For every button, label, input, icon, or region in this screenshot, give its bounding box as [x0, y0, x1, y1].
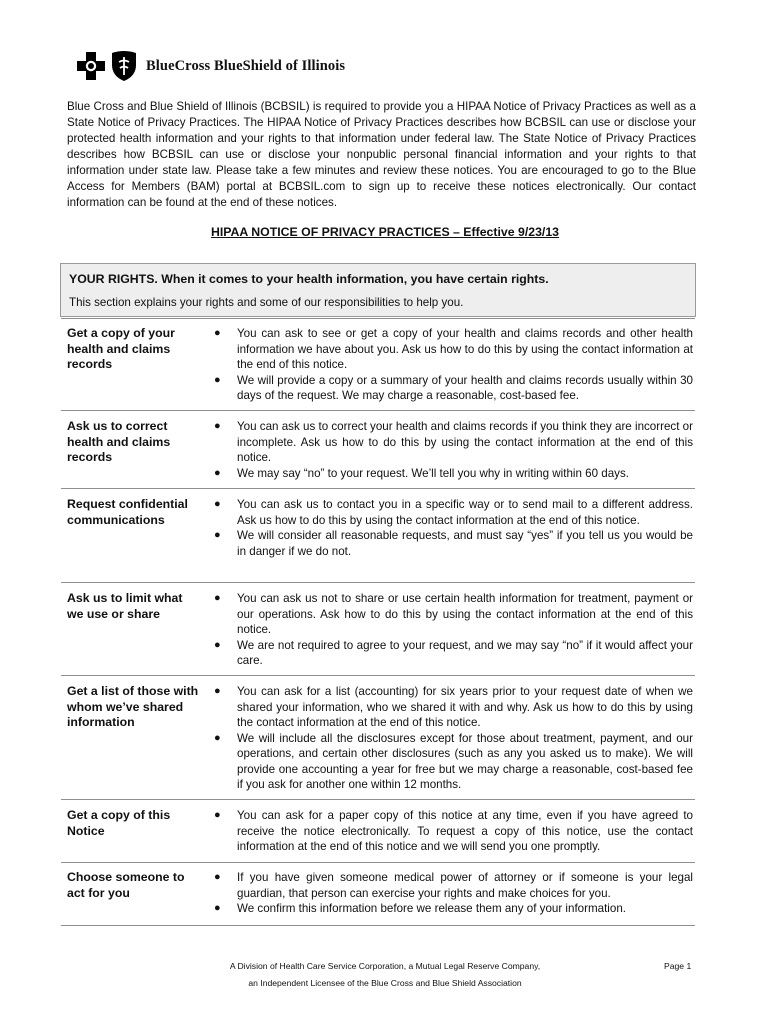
row-divider — [61, 582, 695, 583]
bullet-icon: ● — [214, 498, 221, 510]
intro-paragraph: Blue Cross and Blue Shield of Illinois (BCBSIL) is required to provide you a HIPAA Notice of Privacy Practices as well as a State Notice of Privacy Practices. The HIPAA Notice of Privacy Practices describes how BCBSIL can use or disclose your protected health information and your rights to that information under federal law. The State Notice of Privacy Practices describes how BCBSIL can use or disclose your nonpublic personal financial information and your rights to that information under state law. Please take a few minutes and review these notices. You are encouraged to go to the Blue Access for Members (BAM) portal at BCBSIL.com to sign up to receive these notices electronically. Our contact information can be found at the end of these notices. — [67, 100, 696, 209]
bullet-icon: ● — [214, 809, 221, 821]
row-label: Get a copy of your health and claims records — [67, 326, 175, 371]
list-item: ● You can ask us to contact you in a specific way or to send mail to a different address. Ask us how to do this by using the contact information at the end of this notice. — [214, 498, 693, 527]
bullet-icon: ● — [214, 529, 221, 541]
row-bullet-list — [214, 808, 693, 855]
bullet-icon: ● — [214, 592, 221, 604]
row-divider — [61, 410, 695, 411]
bullet-icon: ● — [214, 638, 221, 651]
bullet-icon: ● — [214, 373, 221, 386]
logo-wordmark: BlueCross BlueShield of Illinois — [146, 57, 346, 74]
list-item: ● We confirm this information before we release them any of your information. — [214, 902, 626, 915]
row-label: Get a list of those with whom we’ve shared information — [67, 684, 199, 729]
notice-heading: HIPAA NOTICE OF PRIVACY PRACTICES – Effective 9/23/13 — [210, 225, 560, 239]
row-label: Ask us to limit what we use or share — [67, 591, 183, 621]
your-rights-box — [60, 263, 696, 317]
list-item: ● If you have given someone medical power of attorney or if someone is your legal guardian, that person can exercise your rights and make choices for you. — [214, 871, 693, 900]
bullet-icon: ● — [214, 731, 221, 744]
row-label: Choose someone to act for you — [67, 870, 185, 900]
row-label: Request confidential communications — [67, 497, 188, 527]
row-bullet-list — [214, 870, 693, 917]
row-divider — [61, 318, 695, 319]
footer-line-2: an Independent Licensee of the Blue Cross and Blue Shield Association — [248, 978, 522, 988]
row-divider — [61, 675, 695, 676]
footer-line-1: A Division of Health Care Service Corporation, a Mutual Legal Reserve Company, — [229, 961, 541, 971]
row-bullet-list — [214, 497, 693, 559]
bullet-icon: ● — [214, 466, 221, 479]
row-bullet-list — [214, 419, 693, 481]
list-item: ● We are not required to agree to your request, and we may say “no” if it would affect your care. — [214, 638, 693, 667]
list-item: ● We will include all the disclosures except for those about treatment, payment, and our operations, and certain other disclosures (such as any you asked us to make). We will provide one accounting a year for free but we may charge a reasonable, cost-based fee if you ask for another one within 12 months. — [214, 731, 693, 791]
list-item: ● We will consider all reasonable requests, and must say “yes” if you tell us you would be in danger if we do not. — [214, 529, 693, 558]
row-bullet-list — [214, 684, 693, 793]
row-divider — [61, 862, 695, 863]
page-footer — [0, 958, 770, 992]
list-item: ● We may say “no” to your request. We’ll tell you why in writing within 60 days. — [214, 466, 629, 480]
your-rights-subtitle: This section explains your rights and some of our responsibilities to help you. — [69, 296, 464, 309]
row-bullet-list — [214, 326, 693, 404]
your-rights-title: YOUR RIGHTS. When it comes to your health information, you have certain rights. — [69, 272, 549, 286]
list-item: ● We will provide a copy or a summary of your health and claims records usually within 30 days of the request. We may charge a reasonable, cost-based fee. — [214, 373, 693, 402]
row-divider — [61, 488, 695, 489]
list-item: ● You can ask us not to share or use certain health information for treatment, payment or our operations. Ask how to do this by using the contact information at the end of this notice. — [214, 592, 693, 636]
blue-shield-icon — [110, 50, 138, 82]
bullet-icon: ● — [214, 871, 221, 883]
row-label: Get a copy of this Notice — [67, 808, 171, 838]
row-divider — [61, 799, 695, 800]
row-bullet-list — [214, 591, 693, 669]
bullet-icon: ● — [214, 902, 221, 914]
bullet-icon: ● — [214, 327, 221, 339]
row-divider — [61, 925, 695, 926]
list-item: ● You can ask us to correct your health and claims records if you think they are incorrect or incomplete. Ask us how to do this by using the contact information at the end of this notice. — [214, 420, 693, 464]
company-logo — [76, 48, 345, 84]
page-number: Page 1 — [664, 961, 692, 971]
row-label: Ask us to correct health and claims records — [67, 419, 171, 464]
bullet-icon: ● — [214, 685, 221, 697]
blue-cross-icon — [76, 51, 106, 81]
list-item: ● You can ask to see or get a copy of your health and claims records and other health information we have about you. Ask us how to do this by using the contact information at the end of this notice. — [214, 327, 693, 371]
list-item: ● You can ask for a paper copy of this notice at any time, even if you have agreed to receive the notice electronically. To request a copy of this notice, use the contact information at the end of this notice and we will send you one promptly. — [214, 809, 693, 853]
list-item: ● You can ask for a list (accounting) for six years prior to your request date of when we shared your information, who we shared it with and why. Ask us how to do this by using the contact information at the end of this notice. — [214, 685, 693, 729]
bullet-icon: ● — [214, 420, 221, 432]
